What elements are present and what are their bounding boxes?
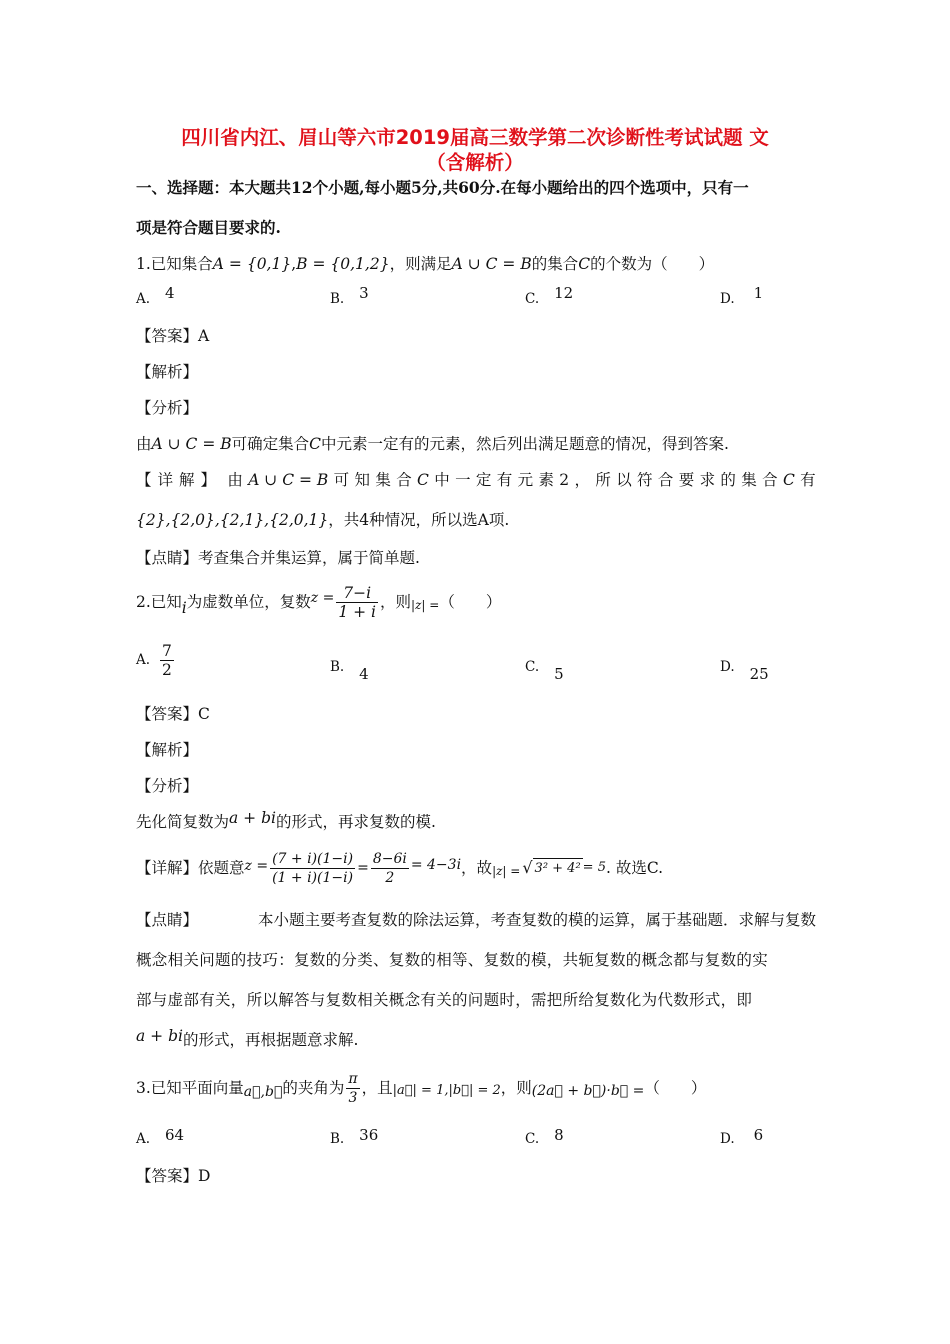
doc-title-line1: 四川省内江、眉山等六市2019届高三数学第二次诊断性考试试题 文 [181,126,769,149]
q2-xiangjie-fraction-1: $\frac{(7 + i)(1-i)}{(1 + i)(1-i)}$ [272,850,354,886]
q2-option-b: B. 4 [330,659,369,683]
q1-option-b: B. 3 [330,284,369,307]
q1-xiangjie-line2: {2},{2,0},{2,1},{2,0,1}，共4种情况，所以选A项. [136,511,510,529]
q2-jiexi-label: 【解析】 [136,741,199,759]
q1-xiangjie-line1: 【详解】 由 A ∪ C = B 可 知 集 合 C 中 一 定 有 元 素 2 ， 所 以 符 合 要 求 的 集 合 C 有 [136,471,816,489]
section-heading-line2: 项是符合题目要求的. [136,218,281,237]
section-heading-line1: 一、选择题：本大题共12个小题,每小题5分,共60分.在每小题给出的四个选项中，只有一 [136,178,749,197]
q1-option-d: D. 1 [720,284,764,307]
q2-dianjing-line4: a + bi的形式，再根据题意求解. [136,1027,359,1049]
doc-title-line2: （含解析） [426,151,524,174]
q2-dianjing-line2: 概念相关问题的技巧：复数的分类、复数的相等、复数的模，共轭复数的概念都与复数的实 [136,951,769,969]
q1-answer: 【答案】A [136,327,210,345]
q1-jiexi-label: 【解析】 [136,363,199,381]
q2-option-a-fraction: $\frac{7}{2}$ [162,641,172,679]
q1-fenxi-label: 【分析】 [136,399,199,417]
q2-xiangjie-fraction-2: $\frac{8-6i}{2}$ [372,850,407,886]
q2-fraction: $\frac{7-i}{1 + i}$ [338,583,377,621]
q3-stem: 3.已知平面向量 a⃗,b⃗ 的夹角为 $\frac{\pi}{3}$ ，且 |a⃗| = 1,|b⃗| = 2 ，则 (2a⃗ + b⃗)·b⃗ = （ ） [136,1070,707,1106]
sqrt-icon: √ [522,858,533,877]
q3-option-c: C. 8 [525,1126,564,1147]
q3-answer: 【答案】D [136,1167,211,1185]
q1-fenxi-text: 由A ∪ C = B可确定集合C中元素一定有的元素，然后列出满足题意的情况，得到答案. [136,435,729,453]
q2-option-d: D. 25 [720,659,769,683]
q2-dianjing-line3: 部与虚部有关，所以解答与复数相关概念有关的问题时，需把所给复数化为代数形式，即 [136,991,753,1009]
q2-fenxi-text: 先化简复数为a + bi的形式，再求复数的模. [136,809,436,831]
q2-option-c: C. 5 [525,659,564,683]
q2-stem: 2.已知 i 为虚数单位，复数 z = $\frac{7-i}{1 + i}$ ，则 |z| = （ ） [136,583,502,621]
q2-xiangjie: 【详解】 依题意 z = $\frac{(7 + i)(1-i)}{(1 + i)(1-i)}$ = $\frac{8-6i}{2}$ = 4−3i ，故 |z| = √ 3² + 4² = 5 . 故选C. [136,850,664,886]
q3-option-b: B. 36 [330,1126,379,1147]
q1-stem: 1.已知集合A = {0,1},B = {0,1,2}，则满足A ∪ C = B的集合C的个数为（ ） [136,255,715,273]
q3-angle-fraction: $\frac{\pi}{3}$ [348,1070,358,1106]
q1-option-c: C. 12 [525,284,574,307]
q3-option-a: A. 64 [136,1126,185,1147]
q1-dianjing: 【点睛】考查集合并集运算，属于简单题. [136,549,420,567]
q1-option-a: A. 4 [136,284,175,307]
q2-answer: 【答案】C [136,705,210,723]
q2-dianjing-line1: 【点睛】 本小题主要考查复数的除法运算，考查复数的模的运算，属于基础题．求解与复数 [136,911,816,929]
q2-fenxi-label: 【分析】 [136,777,199,795]
q3-option-d: D. 6 [720,1126,764,1147]
q2-option-a: A. $\frac{7}{2}$ [136,641,172,679]
